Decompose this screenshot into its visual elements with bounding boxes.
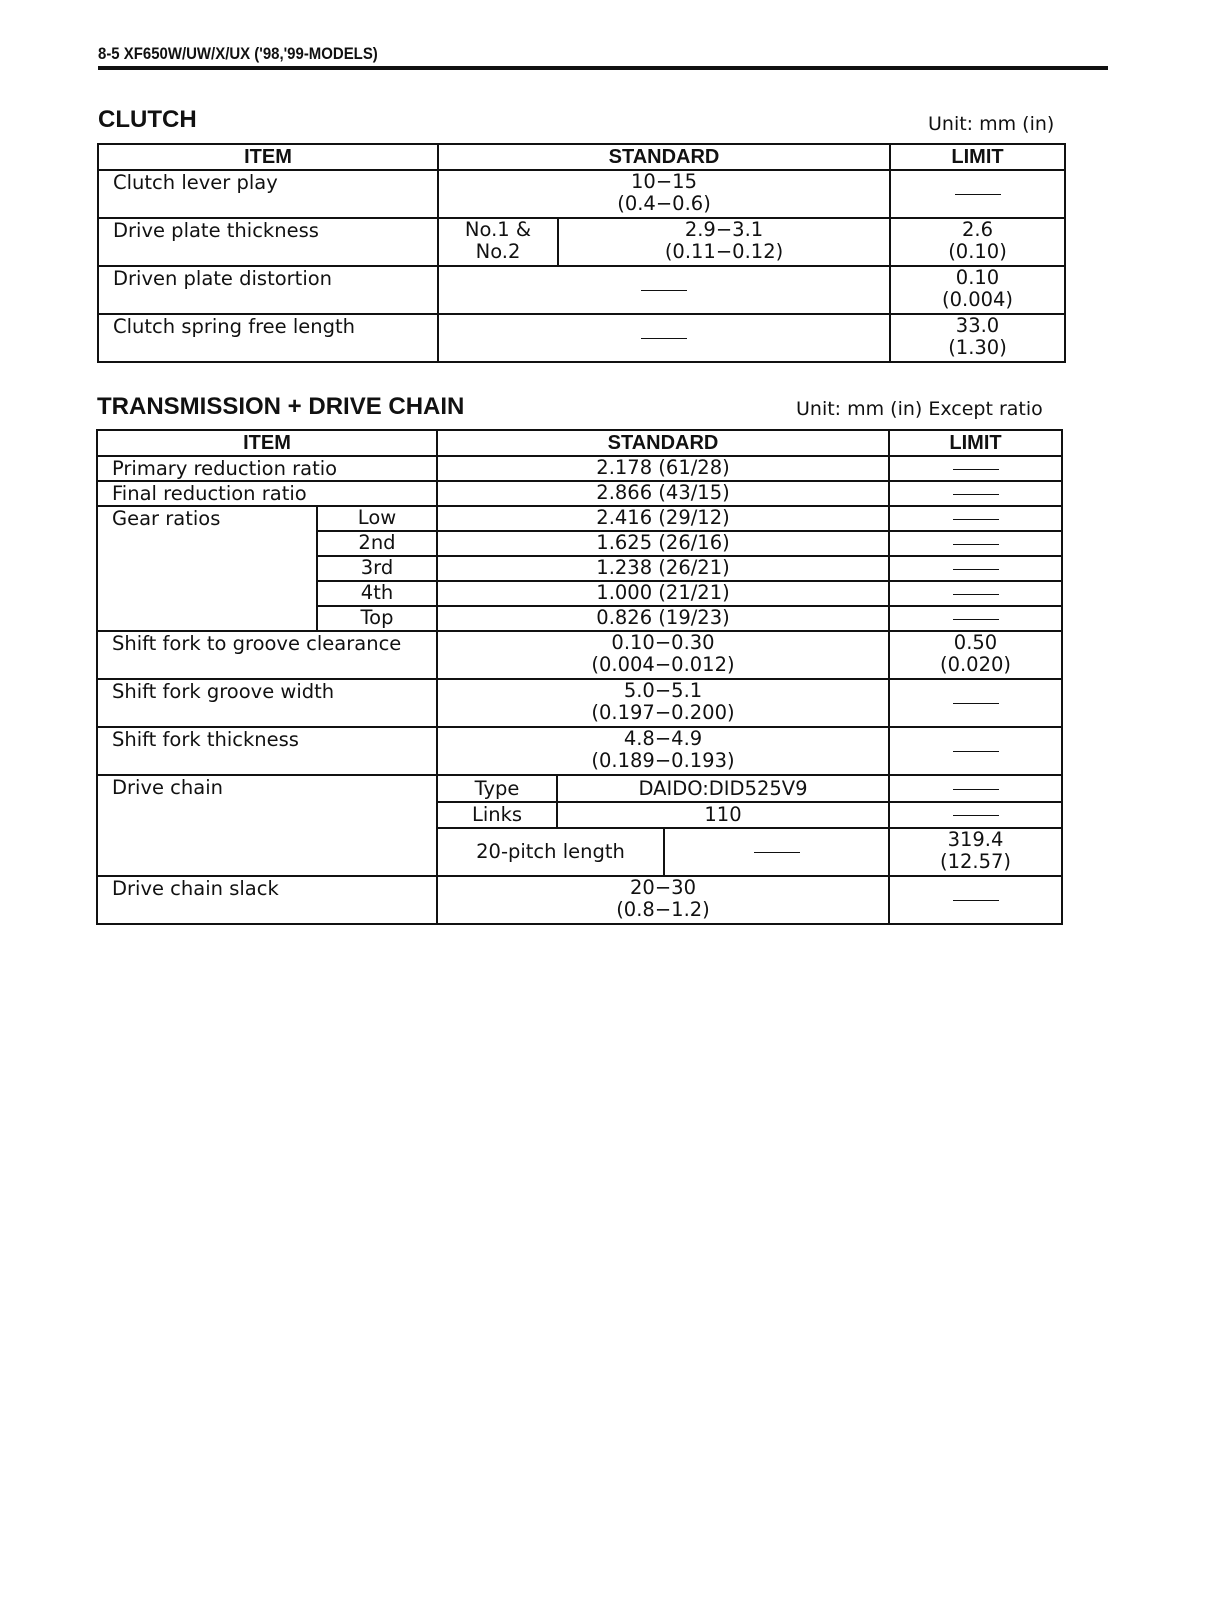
dash-mark [953, 789, 999, 790]
clutch-header-row [98, 144, 1065, 170]
primary-ratio-standard: 2.178 (61/28) [437, 456, 889, 481]
gear-standard: 1.625 (26/16) [437, 531, 889, 556]
dash-mark [953, 900, 999, 901]
dash-mark [953, 751, 999, 752]
dash-mark [953, 469, 999, 470]
table-row [98, 170, 1065, 218]
page-header: 8-5 XF650W/UW/X/UX ('98,'99-MODELS) [98, 44, 378, 63]
clutch-table [97, 143, 1066, 363]
clutch-lever-play-standard: 10−15 (0.4−0.6) [438, 170, 890, 218]
gear-label: 4th [317, 581, 437, 606]
table-row [97, 679, 1062, 727]
table-row [97, 456, 1062, 481]
fork-thickness-limit [889, 727, 1062, 775]
fork-thickness-standard: 4.8−4.9 (0.189−0.193) [437, 727, 889, 775]
chain-links-label: Links [437, 802, 557, 828]
table-row [97, 481, 1062, 506]
transmission-header-limit: LIMIT [889, 430, 1062, 456]
fork-clearance-limit: 0.50 (0.020) [889, 631, 1062, 679]
driven-plate-limit: 0.10 (0.004) [890, 266, 1065, 314]
gear-standard: 2.416 (29/12) [437, 506, 889, 531]
gear-label: Top [317, 606, 437, 631]
transmission-header-item: ITEM [97, 430, 437, 456]
transmission-table [96, 429, 1063, 925]
dash-mark [641, 338, 687, 339]
gear-limit [889, 606, 1062, 631]
table-row [98, 266, 1065, 314]
clutch-header-standard: STANDARD [438, 144, 890, 170]
gear-ratios-item: Gear ratios [97, 506, 317, 631]
groove-width-item: Shift fork groove width [97, 679, 437, 727]
table-row [97, 876, 1062, 924]
dash-mark [953, 494, 999, 495]
groove-width-limit [889, 679, 1062, 727]
fork-clearance-standard: 0.10−0.30 (0.004−0.012) [437, 631, 889, 679]
transmission-header-row [97, 430, 1062, 456]
gear-limit [889, 556, 1062, 581]
dash-mark [953, 544, 999, 545]
table-row [98, 314, 1065, 362]
gear-standard: 1.000 (21/21) [437, 581, 889, 606]
final-ratio-standard: 2.866 (43/15) [437, 481, 889, 506]
driven-plate-standard [438, 266, 890, 314]
final-ratio-limit [889, 481, 1062, 506]
chain-pitch-standard [664, 828, 889, 876]
gear-limit [889, 506, 1062, 531]
drive-plate-standard: 2.9−3.1 (0.11−0.12) [558, 218, 890, 266]
gear-limit [889, 581, 1062, 606]
dash-mark [953, 569, 999, 570]
dash-mark [955, 194, 1001, 195]
clutch-header-item: ITEM [98, 144, 438, 170]
dash-mark [953, 519, 999, 520]
chain-slack-limit [889, 876, 1062, 924]
table-row [97, 775, 1062, 802]
dash-mark [953, 703, 999, 704]
transmission-header-standard: STANDARD [437, 430, 889, 456]
clutch-title: CLUTCH [98, 106, 197, 133]
chain-type-value: DAIDO:DID525V9 [557, 775, 889, 802]
transmission-title: TRANSMISSION + DRIVE CHAIN [97, 393, 465, 420]
drive-plate-sub: No.1 & No.2 [438, 218, 558, 266]
table-row [97, 506, 1062, 531]
dash-mark [641, 290, 687, 291]
transmission-unit-note: Unit: mm (in) Except ratio [796, 398, 1043, 420]
gear-standard: 1.238 (26/21) [437, 556, 889, 581]
gear-limit [889, 531, 1062, 556]
table-row [97, 631, 1062, 679]
primary-ratio-item: Primary reduction ratio [97, 456, 437, 481]
gear-label: 2nd [317, 531, 437, 556]
chain-links-value: 110 [557, 802, 889, 828]
chain-links-limit [889, 802, 1062, 828]
gear-label: 3rd [317, 556, 437, 581]
table-row [97, 727, 1062, 775]
dash-mark [953, 619, 999, 620]
groove-width-standard: 5.0−5.1 (0.197−0.200) [437, 679, 889, 727]
dash-mark [953, 815, 999, 816]
clutch-unit-note: Unit: mm (in) [928, 113, 1055, 135]
gear-label: Low [317, 506, 437, 531]
chain-type-limit [889, 775, 1062, 802]
table-row [98, 218, 1065, 266]
drive-chain-item: Drive chain [97, 775, 437, 876]
chain-pitch-limit: 319.4 (12.57) [889, 828, 1062, 876]
clutch-lever-play-limit [890, 170, 1065, 218]
clutch-header-limit: LIMIT [890, 144, 1065, 170]
chain-slack-standard: 20−30 (0.8−1.2) [437, 876, 889, 924]
chain-slack-item: Drive chain slack [97, 876, 437, 924]
drive-plate-limit: 2.6 (0.10) [890, 218, 1065, 266]
drive-plate-item: Drive plate thickness [98, 218, 438, 266]
chain-pitch-label: 20-pitch length [437, 828, 664, 876]
primary-ratio-limit [889, 456, 1062, 481]
dash-mark [953, 594, 999, 595]
fork-clearance-item: Shift fork to groove clearance [97, 631, 437, 679]
clutch-spring-standard [438, 314, 890, 362]
driven-plate-item: Driven plate distortion [98, 266, 438, 314]
gear-standard: 0.826 (19/23) [437, 606, 889, 631]
dash-mark [754, 852, 800, 853]
clutch-spring-item: Clutch spring free length [98, 314, 438, 362]
header-rule [98, 66, 1108, 70]
clutch-lever-play-item: Clutch lever play [98, 170, 438, 218]
chain-type-label: Type [437, 775, 557, 802]
fork-thickness-item: Shift fork thickness [97, 727, 437, 775]
clutch-spring-limit: 33.0 (1.30) [890, 314, 1065, 362]
final-ratio-item: Final reduction ratio [97, 481, 437, 506]
